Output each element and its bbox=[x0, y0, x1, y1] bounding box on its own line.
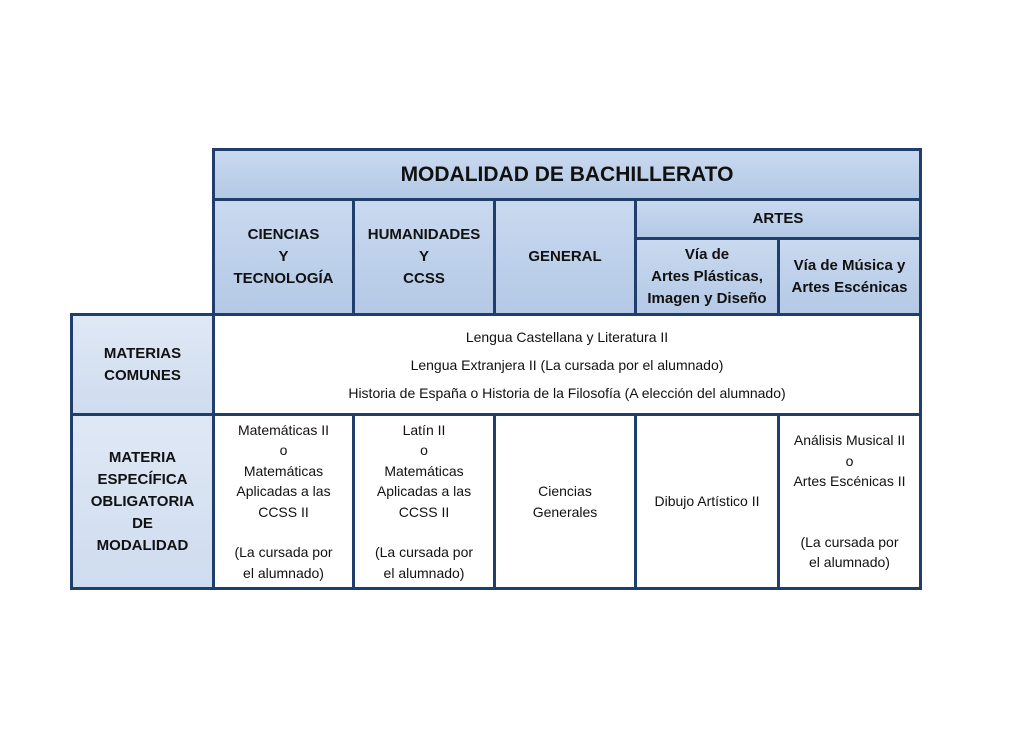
cell-humanidades-especifica bbox=[352, 413, 496, 590]
header-general-text: GENERAL bbox=[528, 248, 602, 265]
header-humanidades-line3: CCSS bbox=[403, 270, 445, 287]
cell-musica-especifica bbox=[777, 413, 922, 590]
cell-line: CCSS II bbox=[398, 503, 450, 520]
header-ciencias-line2: Y bbox=[278, 248, 289, 265]
header-humanidades-line1: HUMANIDADES bbox=[367, 226, 481, 243]
cell-line: o bbox=[420, 442, 428, 459]
row-label-especifica-line4: DE bbox=[132, 514, 153, 532]
cell-line: Dibujo Artístico II bbox=[654, 493, 760, 510]
row-label-especifica-line2: ESPECÍFICA bbox=[97, 470, 188, 488]
table-title-text: MODALIDAD DE BACHILLERATO bbox=[400, 162, 734, 186]
cell-line: Ciencias bbox=[538, 483, 592, 499]
header-plasticas-line1: Vía de bbox=[684, 245, 730, 263]
header-artes-plasticas bbox=[634, 237, 780, 316]
comunes-item: Lengua Castellana y Literatura II bbox=[465, 328, 669, 345]
row-label-especifica-line3: OBLIGATORIA bbox=[90, 492, 195, 510]
cell-line: Matemáticas bbox=[384, 462, 464, 479]
cell-note: (La cursada por bbox=[800, 533, 899, 550]
cell-line: o bbox=[845, 452, 854, 469]
cell-line: Matemáticas II bbox=[237, 421, 330, 438]
header-humanidades-line2: Y bbox=[418, 248, 429, 265]
cell-plasticas-especifica bbox=[634, 413, 780, 590]
header-artes bbox=[634, 198, 922, 240]
row-label-comunes bbox=[70, 313, 215, 416]
comunes-content bbox=[212, 313, 922, 416]
comunes-item: Lengua Extranjera II (La cursada por el alumnado) bbox=[410, 356, 724, 373]
cell-note: el alumnado) bbox=[243, 564, 324, 581]
row-label-especifica-line1: MATERIA bbox=[108, 448, 177, 466]
header-humanidades bbox=[352, 198, 496, 316]
cell-ciencias-especifica bbox=[212, 413, 355, 590]
cell-line: Aplicadas a las bbox=[376, 483, 472, 500]
row-label-especifica-line5: MODALIDAD bbox=[96, 536, 189, 554]
header-ciencias-line3: TECNOLOGÍA bbox=[233, 270, 334, 287]
header-plasticas-line2: Artes Plásticas, bbox=[651, 267, 763, 285]
header-general bbox=[493, 198, 637, 316]
header-musica-line2: Artes Escénicas bbox=[791, 278, 908, 296]
cell-note: (La cursada por bbox=[374, 544, 474, 561]
cell-line: CCSS II bbox=[258, 503, 309, 520]
header-musica-line1: Vía de Música y bbox=[793, 256, 906, 274]
table-title bbox=[212, 148, 922, 201]
cell-line: Matemáticas bbox=[243, 462, 324, 479]
cell-line: Latín II bbox=[402, 421, 446, 438]
cell-line: Artes Escénicas II bbox=[793, 473, 906, 490]
cell-line: Aplicadas a las bbox=[236, 483, 331, 500]
cell-general-especifica bbox=[493, 413, 637, 590]
comunes-item: Historia de España o Historia de la Filosofía (A elección del alumnado) bbox=[348, 384, 786, 401]
header-ciencias bbox=[212, 198, 355, 316]
cell-line: Análisis Musical II bbox=[793, 432, 906, 449]
row-label-comunes-line2: COMUNES bbox=[104, 366, 181, 384]
header-plasticas-line3: Imagen y Diseño bbox=[647, 289, 767, 307]
cell-note: el alumnado) bbox=[809, 554, 890, 571]
header-artes-text: ARTES bbox=[752, 210, 804, 227]
cell-line: Generales bbox=[532, 503, 598, 520]
cell-line: o bbox=[279, 442, 288, 459]
cell-note: (La cursada por bbox=[234, 544, 333, 561]
row-label-comunes-line1: MATERIAS bbox=[103, 344, 182, 362]
header-ciencias-line1: CIENCIAS bbox=[247, 226, 320, 243]
cell-note: el alumnado) bbox=[383, 564, 465, 581]
row-label-especifica bbox=[70, 413, 215, 590]
header-artes-musica bbox=[777, 237, 922, 316]
